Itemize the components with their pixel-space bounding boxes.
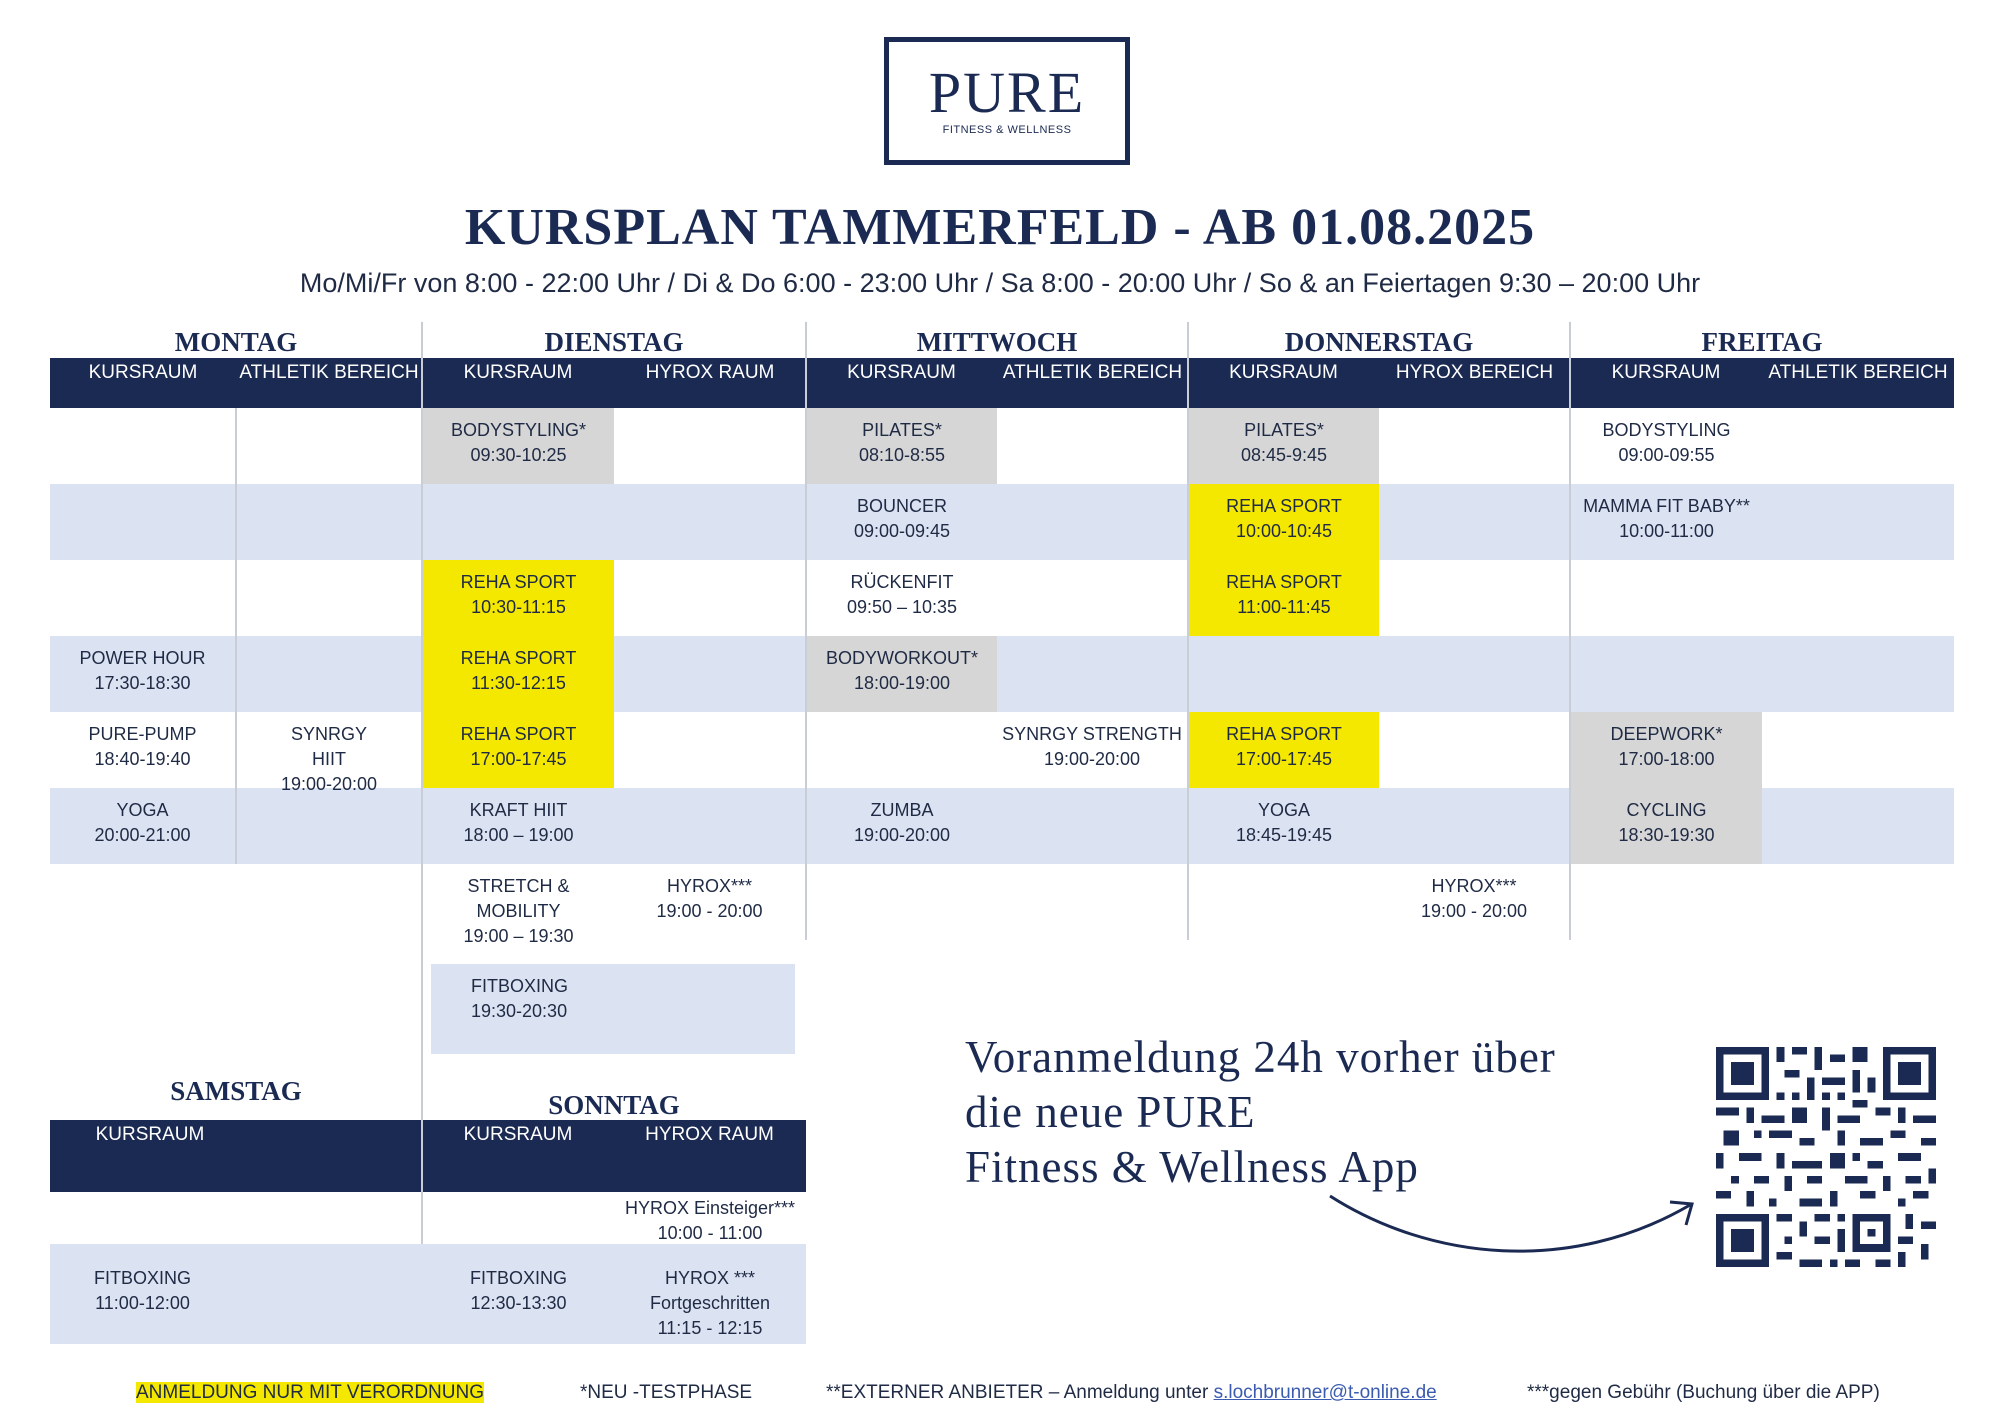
class-time: 09:00-09:45 [853, 521, 951, 541]
class-name: BODYSTYLING* [450, 420, 587, 440]
class-time: 20:00-21:00 [94, 825, 191, 845]
class-fri-mamma-fit-baby[interactable] [1571, 484, 1762, 560]
class-sun-hyrox-fortgeschritten[interactable] [614, 1256, 806, 1344]
class-name-line2: MOBILITY [476, 901, 561, 921]
class-sat-fitboxing[interactable] [50, 1256, 235, 1332]
day-heading-thursday: DONNERSTAG [1284, 327, 1474, 357]
class-time: 17:00-17:45 [1235, 749, 1333, 769]
room-tuesday-hyrox: HYROX RAUM [645, 362, 775, 383]
room-sunday-kursraum: KURSRAUM [463, 1124, 573, 1145]
class-name: HYROX *** [664, 1268, 756, 1288]
class-time: 10:00-11:00 [1619, 521, 1714, 541]
row-band [50, 636, 1954, 712]
class-fri-deepwork[interactable] [1571, 712, 1762, 788]
logo-wordmark: PURE [928, 60, 1086, 125]
class-time: 08:10-8:55 [858, 445, 946, 465]
curved-arrow-icon [1320, 1180, 1720, 1280]
class-name: FITBOXING [471, 976, 569, 996]
class-name: STRETCH & [467, 876, 570, 896]
class-name: MAMMA FIT BABY** [1583, 496, 1750, 516]
class-thu-hyrox[interactable] [1379, 864, 1569, 940]
class-thu-reha-sport-3[interactable] [1189, 712, 1379, 788]
footer-note-new: *NEU -TESTPHASE [580, 1382, 753, 1403]
class-mon-pure-pump[interactable] [50, 712, 235, 788]
class-time: 18:30-19:30 [1618, 825, 1715, 845]
room-thursday-hyrox: HYROX BEREICH [1395, 362, 1554, 383]
page-title: KURSPLAN TAMMERFELD - AB 01.08.2025 [464, 199, 1536, 256]
class-name: BODYSTYLING [1602, 420, 1731, 440]
class-time: 17:00-18:00 [1618, 749, 1715, 769]
class-time: 09:50 – 10:35 [846, 597, 958, 617]
app-promo-text [965, 1030, 1556, 1195]
day-heading-monday: MONTAG [174, 327, 298, 357]
room-wednesday-athletik: ATHLETIK BEREICH [1002, 362, 1183, 383]
email-link[interactable]: s.lochbrunner@t-online.de [1213, 1382, 1437, 1403]
class-time: 09:30-10:25 [470, 445, 567, 465]
class-time: 12:30-13:30 [470, 1293, 567, 1313]
room-wednesday-kursraum: KURSRAUM [847, 362, 956, 383]
class-name: REHA SPORT [460, 572, 577, 592]
class-name: BODYWORKOUT* [825, 648, 978, 668]
room-tuesday-kursraum: KURSRAUM [463, 362, 573, 383]
day-heading-sunday: SONNTAG [548, 1090, 680, 1120]
class-sun-hyrox-einsteiger[interactable] [614, 1192, 806, 1244]
prescription-highlight: ANMELDUNG NUR MIT VERORDNUNG [136, 1382, 485, 1403]
room-monday-kursraum: KURSRAUM [88, 362, 198, 383]
class-name-line2: HIIT [312, 749, 346, 769]
promo-line-2: die neue PURE [965, 1087, 1256, 1137]
class-time: 11:00-11:45 [1237, 597, 1331, 617]
class-name: PURE-PUMP [88, 724, 197, 744]
class-name: RÜCKENFIT [850, 572, 954, 592]
room-thursday-kursraum: KURSRAUM [1229, 362, 1338, 383]
footer-note-prescription [136, 1382, 484, 1404]
class-time: 11:30-12:15 [471, 673, 566, 693]
class-time: 09:00-09:55 [1618, 445, 1715, 465]
class-name: YOGA [116, 800, 169, 820]
room-sunday-hyrox: HYROX RAUM [645, 1124, 774, 1145]
class-time: 19:30-20:30 [471, 1001, 568, 1021]
class-wed-zumba[interactable] [807, 788, 997, 864]
pure-logo [884, 37, 1130, 165]
class-name: PILATES* [862, 420, 942, 440]
class-fri-bodystyling[interactable] [1571, 408, 1762, 484]
class-name: REHA SPORT [460, 724, 577, 744]
class-name: REHA SPORT [1226, 724, 1342, 744]
class-mon-power-hour[interactable] [50, 636, 235, 712]
class-fri-cycling[interactable] [1571, 788, 1762, 864]
class-wed-bodyworkout[interactable] [807, 636, 997, 712]
class-name: POWER HOUR [79, 648, 206, 668]
class-name: FITBOXING [93, 1268, 191, 1288]
day-heading-saturday: SAMSTAG [170, 1076, 302, 1106]
class-thu-pilates[interactable] [1189, 408, 1379, 484]
class-time: 18:40-19:40 [94, 749, 191, 769]
class-name: SYNRGY [290, 724, 368, 744]
class-tue-hyrox[interactable] [614, 864, 805, 940]
class-time: 11:00-12:00 [95, 1293, 190, 1313]
class-time: 10:00-10:45 [1235, 521, 1333, 541]
class-tue-kraft-hiit[interactable] [423, 788, 614, 864]
class-time: 08:45-9:45 [1240, 445, 1328, 465]
class-thu-yoga[interactable] [1189, 788, 1379, 864]
class-name: PILATES* [1244, 420, 1324, 440]
external-provider-text: **EXTERNER ANBIETER – Anmeldung unter [826, 1382, 1214, 1403]
class-name: KRAFT HIIT [469, 800, 568, 820]
class-time: 18:00-19:00 [853, 673, 951, 693]
footer-note-fee: ***gegen Gebühr (Buchung über die APP) [1527, 1382, 1880, 1403]
class-time: 18:00 – 19:00 [463, 825, 574, 845]
class-name: HYROX*** [666, 876, 753, 896]
day-heading-friday: FREITAG [1701, 327, 1823, 357]
promo-line-3: Fitness & Wellness App [965, 1142, 1419, 1192]
class-time: 11:15 - 12:15 [657, 1318, 763, 1338]
footer-note-external [826, 1382, 1437, 1404]
logo-subtitle: FITNESS & WELLNESS [942, 124, 1072, 136]
class-sun-fitboxing[interactable] [423, 1256, 614, 1332]
class-mon-yoga[interactable] [50, 788, 235, 864]
day-heading-wednesday: MITTWOCH [916, 327, 1078, 357]
class-time: 19:00 – 19:30 [463, 926, 574, 946]
class-name: FITBOXING [469, 1268, 567, 1288]
class-name: HYROX Einsteiger*** [624, 1198, 796, 1218]
class-name: YOGA [1257, 800, 1310, 820]
class-tue-bodystyling[interactable] [423, 408, 614, 484]
class-wed-bouncer[interactable] [807, 484, 997, 560]
room-friday-athletik: ATHLETIK BEREICH [1768, 362, 1948, 383]
class-time: 19:00-20:00 [853, 825, 951, 845]
class-time: 18:45-19:45 [1235, 825, 1333, 845]
class-time: 19:00 - 20:00 [656, 901, 763, 921]
promo-line-1: Voranmeldung 24h vorher über [965, 1032, 1556, 1082]
class-tue-fitboxing[interactable] [431, 964, 795, 1054]
class-name: SYNRGY STRENGTH [1002, 724, 1182, 744]
opening-hours: Mo/Mi/Fr von 8:00 - 22:00 Uhr / Di & Do 6:00 - 23:00 Uhr / Sa 8:00 - 20:00 Uhr / So & an Feiertagen 9:30 – 20:00 Uhr [299, 268, 1701, 298]
class-name: REHA SPORT [460, 648, 577, 668]
class-tue-reha-sport-3[interactable] [423, 712, 614, 788]
class-name: REHA SPORT [1226, 496, 1342, 516]
class-time: 19:00-20:00 [280, 774, 378, 794]
class-time: 19:00-20:00 [1043, 749, 1141, 769]
room-friday-kursraum: KURSRAUM [1611, 362, 1721, 383]
class-time: 17:30-18:30 [94, 673, 191, 693]
class-name-line2: Fortgeschritten [649, 1293, 771, 1313]
class-wed-rueckenfit[interactable] [807, 560, 997, 636]
day-heading-tuesday: DIENSTAG [544, 327, 684, 357]
class-wed-synrgy-strength[interactable] [997, 712, 1187, 788]
class-thu-reha-sport-1[interactable] [1189, 484, 1379, 560]
room-saturday-kursraum: KURSRAUM [95, 1124, 205, 1145]
class-tue-reha-sport-2[interactable] [423, 636, 614, 712]
class-name: HYROX*** [1431, 876, 1517, 896]
class-thu-reha-sport-2[interactable] [1189, 560, 1379, 636]
qr-code-icon[interactable] [1716, 1047, 1936, 1267]
class-wed-pilates[interactable] [807, 408, 997, 484]
class-name: CYCLING [1626, 800, 1707, 820]
class-tue-reha-sport-1[interactable] [423, 560, 614, 636]
room-monday-athletik: ATHLETIK BEREICH [239, 362, 419, 383]
class-mon-synrgy-hiit[interactable] [237, 712, 421, 794]
class-time: 10:30-11:15 [471, 597, 566, 617]
class-tue-stretch-mobility[interactable] [423, 864, 614, 946]
class-name: REHA SPORT [1226, 572, 1342, 592]
class-time: 17:00-17:45 [470, 749, 567, 769]
class-time: 19:00 - 20:00 [1420, 901, 1528, 921]
class-name: ZUMBA [870, 800, 934, 820]
class-name: DEEPWORK* [1610, 724, 1723, 744]
class-name: BOUNCER [856, 496, 947, 516]
class-time: 10:00 - 11:00 [657, 1223, 763, 1243]
